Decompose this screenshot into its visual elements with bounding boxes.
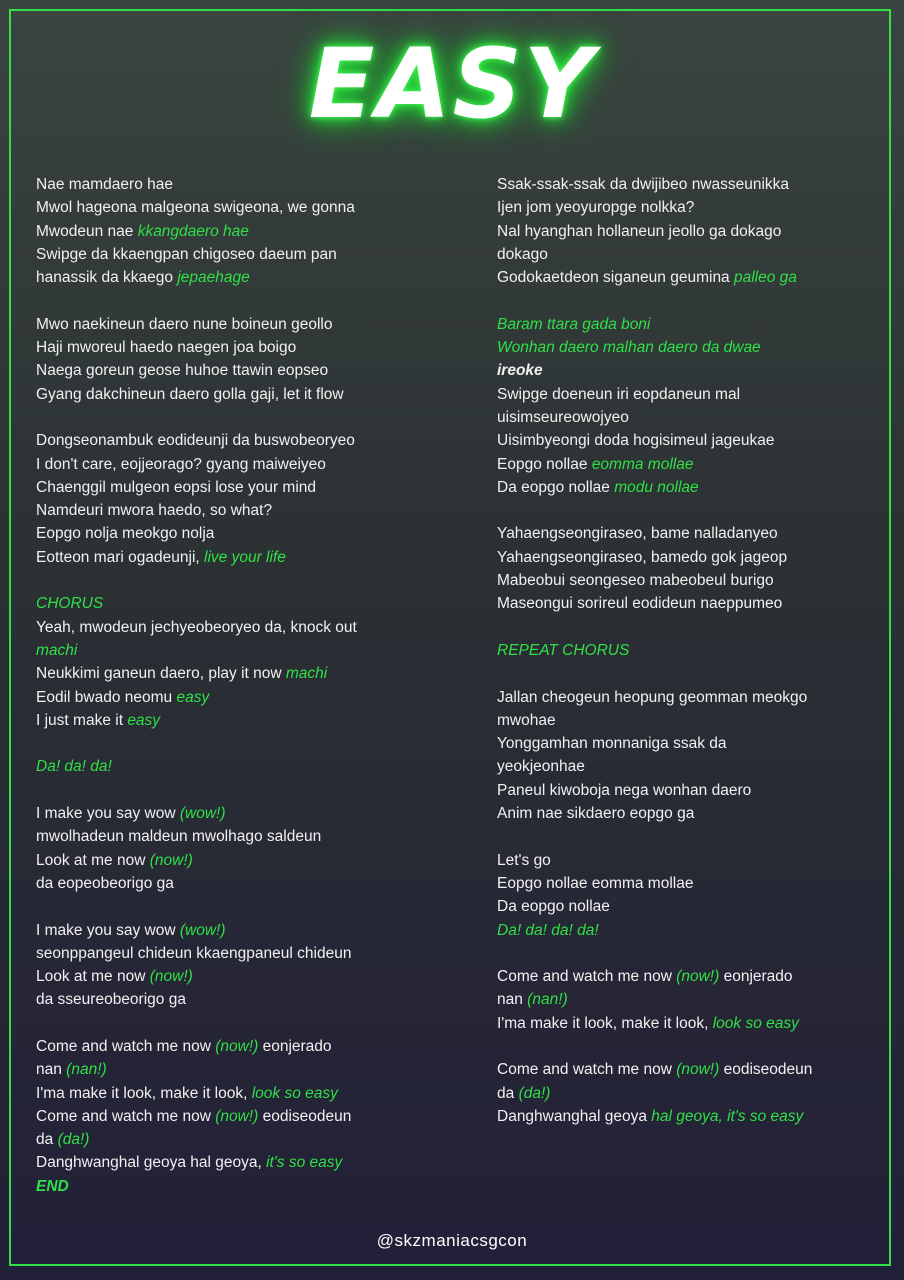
lyric-text: Eotteon mari ogadeunji, — [36, 548, 205, 566]
lyric-line: uisimseureowojyeo — [497, 408, 629, 426]
chorus-block — [36, 616, 446, 732]
lyric-line: Chaenggil mulgeon eopsi lose your mind — [36, 478, 317, 496]
highlighted-lyric: kkangdaero hae — [137, 222, 249, 240]
highlighted-lyric: machi — [285, 665, 328, 683]
lyric-line — [36, 1082, 446, 1105]
lyric-line — [36, 639, 446, 662]
lyric-text: Look at me now — [36, 851, 150, 869]
lyric-line: Haji mworeul haedo naegen joa boigo — [36, 339, 297, 357]
highlighted-lyric: (wow!) — [179, 805, 226, 823]
lyric-line — [497, 476, 867, 499]
lyric-line: Gyang dakchineun daero golla gaji, let it flow — [36, 385, 344, 403]
lyric-text: da — [36, 1131, 58, 1149]
verse-block — [497, 383, 867, 499]
song-title: EASY — [308, 28, 596, 140]
lyric-line — [36, 919, 446, 942]
lyric-text: I make you say wow — [36, 805, 180, 823]
lyric-line — [36, 266, 446, 289]
lyric-text: Come and watch me now — [497, 968, 677, 986]
lyric-line: yeokjeonhae — [497, 758, 585, 776]
lyric-line: ireoke — [497, 362, 543, 380]
lyric-line: Yonggamhan monnaniga ssak da — [497, 735, 727, 753]
verse-block — [36, 1035, 446, 1175]
highlighted-lyric: hal geoya, it's so easy — [651, 1107, 804, 1125]
highlight-line: Wonhan daero malhan daero da dwae — [497, 339, 761, 357]
verse-block — [36, 313, 446, 406]
footer-handle: @skzmaniacsgcon — [376, 1231, 528, 1250]
lyric-text: I'ma make it look, make it look, — [36, 1084, 252, 1102]
verse-block — [497, 1058, 867, 1128]
lyric-line: Nal hyanghan hollaneun jeollo ga dokago — [497, 222, 782, 240]
lyric-text: hanassik da kkaego — [36, 269, 178, 287]
highlighted-lyric: jepaehage — [177, 269, 250, 287]
lyric-line — [497, 988, 867, 1011]
lyric-line: I don't care, eojjeorago? gyang maiweiyeo — [36, 455, 326, 473]
lyric-line: Maseongui sorireul eodideun naeppumeo — [497, 595, 783, 613]
highlighted-lyric: look so easy — [712, 1014, 799, 1032]
lyric-text: Come and watch me now — [36, 1107, 216, 1125]
lyric-line: mwolhadeun maldeun mwolhago saldeun — [36, 828, 322, 846]
lyric-line — [497, 453, 867, 476]
verse-block — [497, 965, 867, 1035]
lyric-line: mwohae — [497, 711, 556, 729]
highlighted-lyric: (wow!) — [179, 921, 226, 939]
lyric-line: da eopeobeorigo ga — [36, 874, 174, 892]
highlighted-lyric: easy — [176, 688, 210, 706]
highlighted-lyric: (now!) — [676, 1061, 720, 1079]
lyric-line: Yeah, mwodeun jechyeobeoryeo da, knock out — [36, 618, 357, 636]
lyric-line: Dongseonambuk eodideunji da buswobeoryeo — [36, 432, 355, 450]
lyric-line: Yahaengseongiraseo, bame nalladanyeo — [497, 525, 778, 543]
highlighted-lyric: (nan!) — [66, 1061, 107, 1079]
verse-block — [497, 849, 867, 919]
lyric-line — [36, 1058, 446, 1081]
lyric-line — [36, 220, 446, 243]
lyric-line: Swipge doeneun iri eopdaneun mal — [497, 385, 741, 403]
lyric-text: Look at me now — [36, 968, 150, 986]
repeat-chorus-heading: REPEAT CHORUS — [497, 641, 630, 659]
lyric-line: seonppangeul chideun kkaengpaneul chideun — [36, 944, 352, 962]
chant-line: Da! da! da! da! — [497, 921, 599, 939]
highlighted-lyric: modu nollae — [614, 478, 699, 496]
lyric-text: Danghwanghal geoya hal geoya, — [36, 1154, 267, 1172]
lyric-text: nan — [497, 991, 528, 1009]
lyric-line: Jallan cheogeun heopung geomman meokgo — [497, 688, 808, 706]
highlighted-lyric: eomma mollae — [591, 455, 694, 473]
lyric-line — [36, 1105, 446, 1128]
lyric-line — [497, 266, 867, 289]
lyric-line — [497, 1012, 867, 1035]
lyric-text: Mwodeun nae — [36, 222, 138, 240]
lyric-text: Eodil bwado neomu — [36, 688, 177, 706]
lyric-text: Danghwanghal geoya — [497, 1107, 652, 1125]
lyric-text: eonjerado — [719, 968, 793, 986]
lyric-line: Eopgo nolja meokgo nolja — [36, 525, 215, 543]
highlighted-lyric: (nan!) — [527, 991, 568, 1009]
lyric-line — [36, 1035, 446, 1058]
lyric-line — [36, 802, 446, 825]
highlighted-lyric: easy — [127, 711, 161, 729]
verse-block — [36, 173, 446, 289]
lyric-text: Eopgo nollae — [497, 455, 592, 473]
highlighted-lyric: live your life — [204, 548, 286, 566]
highlighted-lyric: (da!) — [518, 1084, 551, 1102]
lyric-line: Nae mamdaero hae — [36, 176, 173, 193]
highlighted-lyric: palleo ga — [734, 269, 797, 287]
lyric-line: dokago — [497, 245, 548, 263]
lyric-text: Come and watch me now — [497, 1061, 677, 1079]
lyric-text: da — [497, 1084, 519, 1102]
highlighted-lyric: (now!) — [149, 968, 193, 986]
lyric-text: eodiseodeun — [258, 1107, 352, 1125]
lyrics-left-column — [36, 173, 446, 1198]
lyric-line: Ijen jom yeoyuropge nolkka? — [497, 199, 695, 217]
verse-block — [36, 429, 446, 569]
lyric-line — [497, 1058, 867, 1081]
verse-block — [497, 522, 867, 615]
lyric-line — [36, 686, 446, 709]
lyric-text: Godokaetdeon siganeun geumina — [497, 269, 734, 287]
lyric-line: Ssak-ssak-ssak da dwijibeo nwasseunikka — [497, 176, 790, 193]
verse-block — [497, 686, 867, 826]
lyric-line — [36, 662, 446, 685]
lyric-text: I make you say wow — [36, 921, 180, 939]
highlighted-lyric: machi — [36, 641, 78, 659]
lyric-text: Neukkimi ganeun daero, play it now — [36, 665, 286, 683]
lyric-text: Da eopgo nollae — [497, 478, 615, 496]
lyric-line: Swipge da kkaengpan chigoseo daeum pan — [36, 245, 337, 263]
lyric-line: Yahaengseongiraseo, bamedo gok jageop — [497, 548, 788, 566]
lyric-line — [36, 1128, 446, 1151]
lyric-line: Mwo naekineun daero nune boineun geollo — [36, 315, 333, 333]
lyric-line — [497, 965, 867, 988]
lyric-line: Eopgo nollae eomma mollae — [497, 874, 694, 892]
lyric-line: Mabeobui seongeseo mabeobeul burigo — [497, 572, 774, 590]
lyric-line: Namdeuri mwora haedo, so what? — [36, 502, 273, 520]
lyric-text: I just make it — [36, 711, 128, 729]
lyric-line — [36, 709, 446, 732]
lyric-line: Let's go — [497, 851, 551, 869]
chant-line: Da! da! da! — [36, 758, 112, 776]
lyric-line: Paneul kiwoboja nega wonhan daero — [497, 781, 752, 799]
highlighted-lyric: (now!) — [676, 968, 720, 986]
highlighted-lyric: look so easy — [251, 1084, 338, 1102]
lyric-line — [497, 1082, 867, 1105]
lyric-line: Mwol hageona malgeona swigeona, we gonna — [36, 199, 355, 217]
lyric-line — [497, 1105, 867, 1128]
lyric-line — [36, 546, 446, 569]
end-marker: END — [36, 1177, 69, 1195]
highlighted-lyric: (now!) — [215, 1107, 259, 1125]
highlighted-lyric: it's so easy — [266, 1154, 343, 1172]
lyric-text: Come and watch me now — [36, 1037, 216, 1055]
lyric-line: Naega goreun geose huhoe ttawin eopseo — [36, 362, 329, 380]
lyric-line — [36, 1151, 446, 1174]
highlighted-lyric: (now!) — [215, 1037, 259, 1055]
lyrics-right-column — [497, 173, 867, 1128]
lyric-text: eodiseodeun — [719, 1061, 813, 1079]
verse-block — [497, 173, 867, 289]
verse-block — [36, 802, 446, 895]
highlighted-lyric: (now!) — [149, 851, 193, 869]
lyric-line — [36, 849, 446, 872]
lyric-text: I'ma make it look, make it look, — [497, 1014, 713, 1032]
verse-block — [36, 919, 446, 1012]
lyric-text: eonjerado — [258, 1037, 332, 1055]
highlight-line: Baram ttara gada boni — [497, 315, 651, 333]
lyric-line — [36, 965, 446, 988]
lyric-text: nan — [36, 1061, 67, 1079]
lyric-line: da sseureobeorigo ga — [36, 991, 186, 1009]
lyric-line: Anim nae sikdaero eopgo ga — [497, 805, 695, 823]
highlighted-lyric: (da!) — [57, 1131, 90, 1149]
lyric-line: Uisimbyeongi doda hogisimeul jageukae — [497, 432, 775, 450]
chorus-heading: CHORUS — [36, 595, 104, 613]
lyric-line: Da eopgo nollae — [497, 898, 610, 916]
